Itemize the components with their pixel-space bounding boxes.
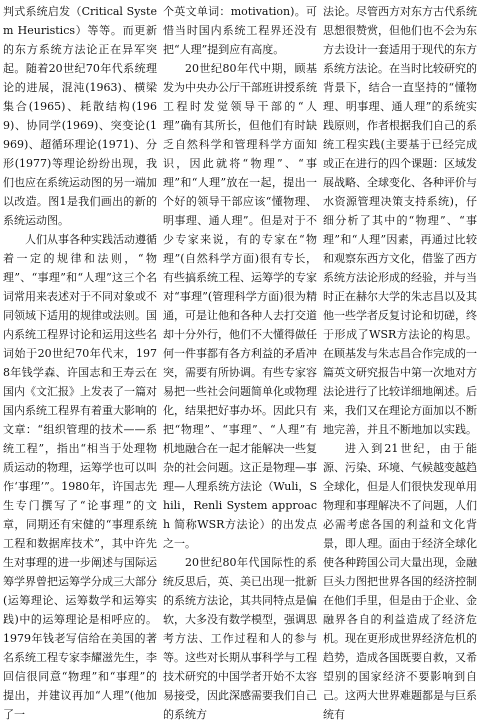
paragraph: 20世纪80年代中期，顾基发为中央办公厅干部班讲授系统工程时发觉领导干部的“人理”确有其所长，但他们有时缺乏自然科学和管理科学方面知识，因此就将“物理”、“事理”和“人理”放在一起，提出一个好的领导干部应该“懂物理、明事理、通人理”。但是对于不少专家来说，有的专家在“物理”(自然科学方面)很有专长，有些搞系统工程、运筹学的专家对“事理”(管理科学方面)很为精通，可是让他和各种人去打交道却十分外行，他们不大懂得做任何一件事都有各方利益的矛盾冲突，需要有所协调。有些专家容易把一些社会问题简单化或物理化，结果把好事办坏。因此只有把“物理”、“事理”、“人理”有机地融合在一起才能解决一些复杂的社会问题。这正是物理—事理—人理系统方法论（Wuli，Shili，Renli System approach 简称WSR方法论）的出发点之一。: [163, 62, 317, 550]
text-column-1: [3, 2, 157, 721]
text-column-2: [163, 2, 317, 721]
paragraph: 法论。尽管西方对东方古代系统思想很赞赏，但他们也不会为东方去设计一套适用于现代的东方系统方法论。在当时比较研究的背景下，结合一直坚持的“懂物理、明事理、通人理”的系统实践原则，作者根据我们自己的系统工程实践(主要基于已经完成或正在进行的四个课题：区域发展战略、全球变化、各种评价与水资源管理决策支持系统)，仔细分析了其中的“物理”、“事理”和“人理”因素，再通过比较和观察东西方文化，借鉴了西方系统方法论形成的经验，并与当时正在赫尔大学的朱志昌以及其他一些学者反复讨论和切磋，终于形成了WSR方法论的构思。在顾基发与朱志昌合作完成的一篇英文研究报告中第一次地对方法论进行了比较详细地阐述。后来，我们又在理论方面加以不断地完善，并且不断地加以实践。: [323, 5, 477, 436]
paragraph: 判式系统启发（Critical System Heuristics）等等。而更新的东方系统方法论正在异军突起。随着20世纪70年代系统理论的进展，混沌(1963)、横梁集合(1965)、耗散结构(1969)、协同学(1969)、突变论(1969)、超循环理论(1971)、分形(1977)等理论纷纷出现，我们也应在系统运动图的另一端加以改造。图1是我们画出的新的系统运动图。: [3, 5, 157, 227]
paragraph: 进入到21世纪，由于能源、污染、环境、气候越变越趋全球化，但是人们很快发现单用物理和事理解决不了问题，人们必需考虑各国的利益和文化背景，即人理。面由于经济全球化使各种跨国公司大量出现，金融巨头力图把世界各国的经济控制在他们手里，但是由于企业、金融界各自的利益造成了经济危机。现在更形成世界经济危机的趋势，造成各国既要自救，又希望别的国家经济不要影响到自己。这两大世界难题都是与巨系统有: [323, 442, 477, 721]
paragraph: 个英文单词：motivation)。可惜当时国内系统工程界还没有把“人理”提到应有高度。: [163, 5, 317, 56]
paragraph: 人们从事各种实践活动遵循着一定的规律和法则，“物理”、“事理”和“人理”这三个名词常用来表述对于不同对象或不同领域下适用的规律或法则。国内系统工程界讨论和运用这些名词始于20世纪70年代末，1978年钱学森、许国志和王寿云在国内《文汇报》上发表了一篇对国内系统工程界有着重大影响的文章：“组织管理的技术——系统工程”，指出“相当于处理物质运动的物理，运筹学也可以叫作‘事理’”。1980年，许国志先生专门撰写了“论事理”的文章，同期还有宋健的“事理系统工程和数据库技术”，其中许先生对事理的进一步阐述与国际运筹学界曾把运筹学分成三大部分(运筹理论、运筹数学和运筹实践)中的运筹理论是相呼应的。1979年钱老写信给在美国的著名系统工程专家李耀滋先生，李回信很同意“物理”和“事理”的提出，并建议再加“人理”(他加了一: [3, 233, 157, 721]
paragraph: 20世纪80年代国际性的系统反思后，英、美已出现一批新的系统方法论，其共同特点是偏软，大多没有数学模型，强调思考方法、工作过程和人的参与等。这些对长期从事科学与工程技术研究的中国学者开始不太容易接受，因此深感需要我们自己的系统方: [163, 556, 317, 721]
text-column-3: [323, 2, 477, 721]
